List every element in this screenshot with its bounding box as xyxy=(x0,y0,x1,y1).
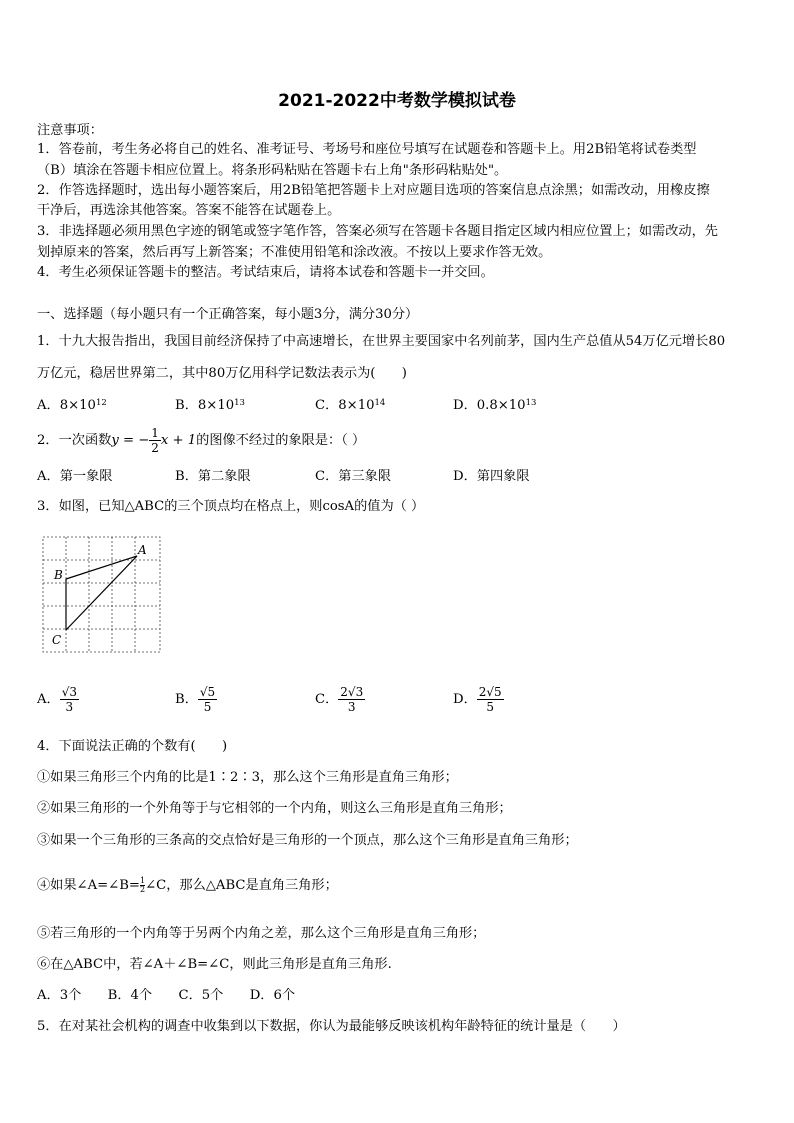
q4-statement-6: ⑥在△ABC中，若∠A＋∠B=∠C，则此三角形是直角三角形. xyxy=(37,957,392,972)
question-1-line2: 万亿元，稳居世界第二，其中80万亿用科学记数法表示为( ) xyxy=(37,366,407,381)
vertex-label-c: C xyxy=(52,633,62,647)
q2-fraction: $\frac{1}{2}$ xyxy=(151,426,159,455)
q2-func-lhs: y = − xyxy=(111,433,150,448)
q4-options: A．3个 B．4个 C．5个 D．6个 xyxy=(37,988,296,1003)
q4-statement-4: ④如果∠A=∠B= $\frac{1}{2}$ ∠C，那么△ABC是直角三角形； xyxy=(37,876,338,894)
notice-line: 1．答卷前，考生务必将自己的姓名、准考证号、考场号和座位号填写在试题卷和答题卡上。用2B铅笔将试卷类型 xyxy=(37,142,697,157)
notice-line: （B）填涂在答题卡相应位置上。将条形码粘贴在答题卡右上角"条形码粘贴处"。 xyxy=(37,163,508,178)
q2-suffix: 的图像不经过的象限是：（ ） xyxy=(196,433,366,448)
q4-statement-3: ③如果一个三角形的三条高的交点恰好是三角形的一个顶点，那么这个三角形是直角三角形； xyxy=(37,833,578,848)
q1-option-b: B．$8\times 10^{13}$ xyxy=(175,398,245,413)
q2-option-d: D．第四象限 xyxy=(453,469,530,484)
notice-line: 干净后，再选涂其他答案。答案不能答在试题卷上。 xyxy=(37,203,341,218)
q1-option-a: A．$8\times 10^{12}$ xyxy=(37,398,107,413)
question-2 xyxy=(37,426,365,456)
q4-statement-5: ⑤若三角形的一个内角等于另两个内角之差，那么这个三角形是直角三角形； xyxy=(37,926,486,941)
notice-line: 2．作答选择题时，选出每小题答案后，用2B铅笔把答题卡上对应题目选项的答案信息点涂黑；如需改动，用橡皮擦 xyxy=(37,183,710,198)
question-3: 3．如图，已知△ABC的三个顶点均在格点上，则cosA的值为（ ） xyxy=(37,499,425,514)
vertex-label-a: A xyxy=(138,543,147,557)
q2-prefix: 2．一次函数 xyxy=(37,433,112,448)
triangle-grid-figure xyxy=(38,532,166,656)
q3-option-d: D． $\frac{2√5}{5}$ xyxy=(453,685,502,714)
exam-title: 2021-2022中考数学模拟试卷 xyxy=(278,91,516,111)
q1-option-d: D．$0.8\times 10^{13}$ xyxy=(453,398,537,413)
question-1-line1: 1．十九大报告指出，我国目前经济保持了中高速增长，在世界主要国家中名列前茅，国内生产总值从54万亿元增长80 xyxy=(37,334,726,349)
q3-option-c: C． $\frac{2√3}{3}$ xyxy=(315,685,364,714)
q4-statement-2: ②如果三角形的一个外角等于与它相邻的一个内角，则这么三角形是直角三角形； xyxy=(37,801,512,816)
q4-statement-1: ①如果三角形三个内角的比是1∶2∶3，那么这个三角形是直角三角形； xyxy=(37,770,458,785)
section-heading: 一、选择题（每小题只有一个正确答案，每小题3分，满分30分） xyxy=(37,307,419,322)
question-5: 5．在对某社会机构的调查中收集到以下数据，你认为最能够反映该机构年龄特征的统计量是（ ） xyxy=(37,1019,626,1034)
question-4: 4．下面说法正确的个数有( ) xyxy=(37,739,228,754)
q2-option-b: B．第二象限 xyxy=(175,469,251,484)
q2-option-a: A．第一象限 xyxy=(37,469,113,484)
vertex-label-b: B xyxy=(54,568,63,582)
notice-line: 3．非选择题必须用黑色字迹的钢笔或签字笔作答，答案必须写在答题卡各题目指定区域内相应位置上；如需改动，先 xyxy=(37,224,718,239)
q3-option-b: B． $\frac{√5}{5}$ xyxy=(175,685,216,714)
q2-option-c: C．第三象限 xyxy=(315,469,392,484)
q3-option-a: A． $\frac{√3}{3}$ xyxy=(37,685,77,714)
q2-func-rhs: x + 1 xyxy=(160,433,197,448)
notice-line: 4．考生必须保证答题卡的整洁。考试结束后，请将本试卷和答题卡一并交回。 xyxy=(37,265,494,280)
q1-option-c: C．$8\times 10^{14}$ xyxy=(315,398,386,413)
notice-line: 划掉原来的答案，然后再写上新答案；不准使用铅笔和涂改液。不按以上要求作答无效。 xyxy=(37,245,552,260)
notice-heading: 注意事项： xyxy=(37,123,103,138)
